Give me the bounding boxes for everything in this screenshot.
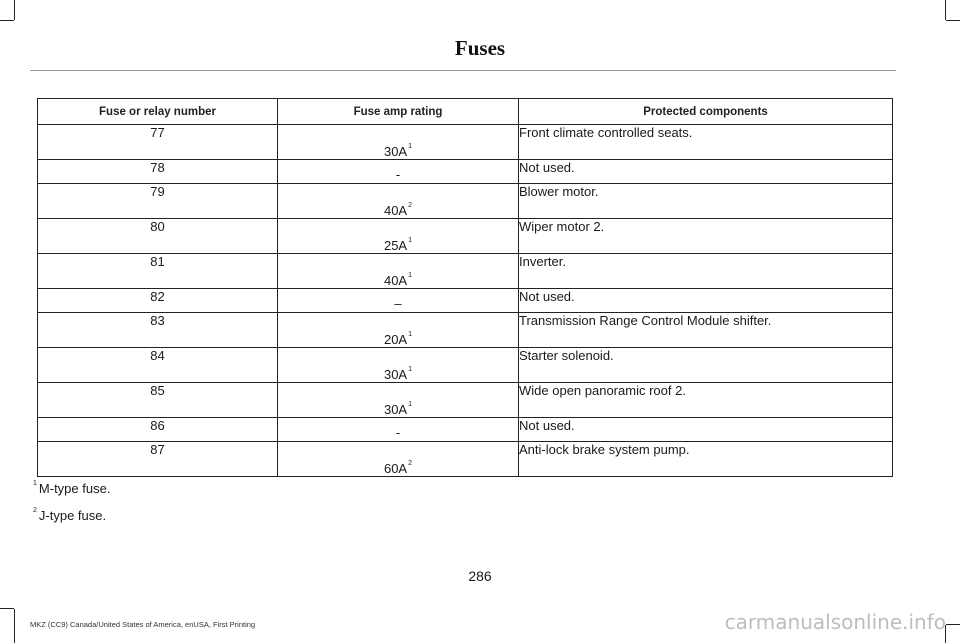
amp-value: 20A xyxy=(383,332,408,347)
table-row xyxy=(38,125,893,160)
amp-value: 40A xyxy=(383,273,408,288)
amp-rating xyxy=(278,254,519,289)
fuse-number: 77 xyxy=(38,125,278,160)
fuse-number: 84 xyxy=(38,348,278,383)
amp-value: 30A xyxy=(383,402,408,417)
amp-rating xyxy=(278,348,519,383)
column-header-rating: Fuse amp rating xyxy=(278,99,519,125)
footnote-ref: 2 xyxy=(408,459,413,467)
footnote-text: J-type fuse. xyxy=(38,508,107,523)
crop-mark-bottom-left xyxy=(0,608,14,609)
page-title: Fuses xyxy=(454,36,506,60)
footnote-ref: 1 xyxy=(408,142,413,150)
footnote-ref: 1 xyxy=(408,236,413,244)
footnote-marker: 2 xyxy=(33,506,37,514)
amp-rating xyxy=(278,160,519,184)
protected-component: Inverter. xyxy=(519,254,893,289)
protected-component: Front climate controlled seats. xyxy=(519,125,893,160)
protected-component: Not used. xyxy=(519,289,893,313)
amp-value: – xyxy=(394,296,402,311)
amp-rating xyxy=(278,442,519,477)
crop-mark-top-left xyxy=(14,0,15,20)
crop-mark-top-right xyxy=(945,0,946,20)
footer-edition-text: MKZ (CC9) Canada/United States of America, enUSA, First Printing xyxy=(30,620,256,629)
amp-value: 30A xyxy=(383,144,408,159)
table-row xyxy=(38,313,893,348)
footnote-ref: 1 xyxy=(408,365,413,373)
fuse-number: 86 xyxy=(38,418,278,442)
amp-value: 60A xyxy=(383,461,408,476)
amp-rating xyxy=(278,289,519,313)
table-row xyxy=(38,160,893,184)
fuse-number: 85 xyxy=(38,383,278,418)
table-row xyxy=(38,184,893,219)
table-row xyxy=(38,348,893,383)
fuse-number: 81 xyxy=(38,254,278,289)
fuse-number: 80 xyxy=(38,219,278,254)
footnote-ref: 2 xyxy=(408,201,413,209)
amp-rating xyxy=(278,184,519,219)
footnote-ref: 1 xyxy=(408,330,413,338)
page-number: 286 xyxy=(468,568,492,584)
table-row xyxy=(38,289,893,313)
footnote xyxy=(33,508,106,523)
footnote-ref: 1 xyxy=(408,400,413,408)
table-row xyxy=(38,418,893,442)
table-row xyxy=(38,442,893,477)
column-header-number: Fuse or relay number xyxy=(38,99,278,125)
fuse-number: 82 xyxy=(38,289,278,313)
table-row xyxy=(38,383,893,418)
protected-component: Starter solenoid. xyxy=(519,348,893,383)
crop-mark-top-right xyxy=(946,20,960,21)
table-row xyxy=(38,254,893,289)
amp-rating xyxy=(278,219,519,254)
protected-component: Not used. xyxy=(519,160,893,184)
protected-component: Wide open panoramic roof 2. xyxy=(519,383,893,418)
amp-rating xyxy=(278,418,519,442)
fuse-number: 79 xyxy=(38,184,278,219)
amp-rating xyxy=(278,313,519,348)
fuse-number: 87 xyxy=(38,442,278,477)
fuse-table xyxy=(37,98,893,477)
header-divider xyxy=(30,70,896,71)
fuse-number: 78 xyxy=(38,160,278,184)
crop-mark-bottom-left xyxy=(14,609,15,643)
amp-value: 30A xyxy=(383,367,408,382)
footnote-marker: 1 xyxy=(33,479,37,487)
amp-value: - xyxy=(395,167,401,182)
amp-rating xyxy=(278,383,519,418)
crop-mark-bottom-right xyxy=(946,624,960,625)
protected-component: Anti-lock brake system pump. xyxy=(519,442,893,477)
table-header-row xyxy=(38,99,893,125)
footnote xyxy=(33,481,110,496)
table-row xyxy=(38,219,893,254)
amp-rating xyxy=(278,125,519,160)
footnote-ref: 1 xyxy=(408,271,413,279)
amp-value: - xyxy=(395,425,401,440)
amp-value: 25A xyxy=(383,238,408,253)
watermark: carmanualsonline.info xyxy=(724,610,946,634)
fuse-number: 83 xyxy=(38,313,278,348)
protected-component: Blower motor. xyxy=(519,184,893,219)
protected-component: Wiper motor 2. xyxy=(519,219,893,254)
protected-component: Transmission Range Control Module shifter. xyxy=(519,313,893,348)
footnote-text: M-type fuse. xyxy=(38,481,111,496)
column-header-components: Protected components xyxy=(519,99,893,125)
protected-component: Not used. xyxy=(519,418,893,442)
crop-mark-top-left xyxy=(0,20,14,21)
amp-value: 40A xyxy=(383,203,408,218)
